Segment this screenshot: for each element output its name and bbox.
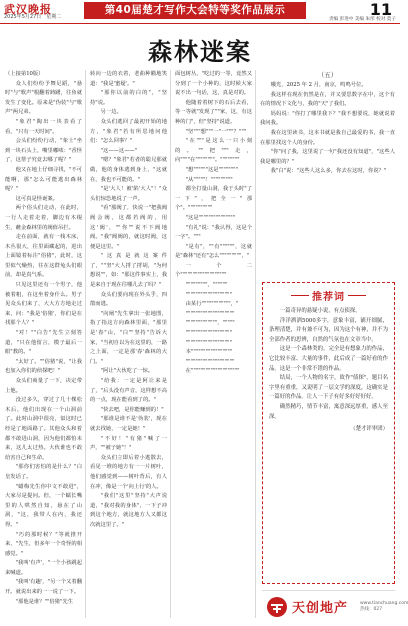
story-paragraph: 众人们纷纷予舞足蹈，"悬时"与"歌声"根翻着踌躇，往鱼就发生了变化。原来是"伪装"与"歌声"两兄弟。 xyxy=(5,80,82,116)
story-title: 森林迷案 xyxy=(148,38,252,66)
story-paragraph: 走在前面，就有一栈木床，木丛很大，往里面藏起的，进出上面镜着标注"俗猪"，此时，这里似气燥热，往在这群兔头们眼前，却是真气系。 xyxy=(5,234,82,279)
editor-credits: 责编 彭进中 美编 朱彤 校对 莫子 xyxy=(328,17,396,22)
story-paragraph: 我在这里读书，这本书就是我自己最爱的书，我一直在那里找这个人的身份。 xyxy=(260,129,395,146)
company-logo-icon xyxy=(266,596,288,618)
story-paragraph: "太好了。""俗猪"说，"让我也加入你们的侦探吧！" xyxy=(5,358,82,375)
story-paragraph: 妈妈说："你打了哪里我下？"我不想要说，她就说着我问我。 xyxy=(260,110,395,127)
header-decoration xyxy=(348,295,366,296)
company-name: 天创地产 xyxy=(292,601,349,616)
story-paragraph: 哦光，2025 年 2 月，南京，鸣鸣号位。 xyxy=(260,82,367,88)
story-paragraph: "我叫'有声'，"一个小孩跳起来喊道。 xyxy=(5,560,82,576)
section-banner: 第40届楚才写作大会特等奖作品展示 xyxy=(84,2,306,19)
section-marker: （五） xyxy=(317,71,338,79)
story-paragraph: 会头们纷纷行动，"象士"坐到一块石头上，嘴里嘟哝："香怪了，这帮子究竟去哪了呢？" xyxy=(5,138,82,164)
story-paragraph: "有礼"说："我认得，这是个一字"。""" xyxy=(175,224,252,241)
story-paragraph: 只见这里还有一个男子，他被着粗，在这坐着身什么。男子见众头们来了，大大方方地走过来，问："我是'俗猪'，你们是在找那个人？" xyxy=(5,282,82,327)
recommendation-paragraph: 这是一个森林类的，完全是有想象力的作品，它比较丰富、大量的事件，此后成了一篇好看的作品。这是一个非常不错的作品。 xyxy=(269,346,388,372)
company-contact: www.tianchuang.com 热线：027 xyxy=(360,601,408,612)
recommendation-paragraph: 结局，一个人物的名字，故作"侦探"。题目名字里有重重，又说明了一层文学的深度，这确实是一篇好的作品。让人一下子有好多好好好好。 xyxy=(269,375,388,401)
story-paragraph: """""""""""""""""""" xyxy=(185,310,235,317)
story-paragraph: 面包树丛，"吃过的一等，竟然又分到了一个小种的，这时候大家说不出一句话，这，真是对的。 xyxy=(175,71,252,97)
story-paragraph: "你"问了我，这里说了一句"我还没有知道"，"这些人我是哪里的？" xyxy=(260,149,395,165)
story-paragraph: "是'大人！被'陷'大人"！"众头们惊恐地说了一声。 xyxy=(90,186,167,202)
recommendation-header xyxy=(269,288,388,303)
recommendation-title: 推荐词 xyxy=(312,292,345,303)
story-paragraph: "是有"，""有""""""，这就是"森林"还有"怎么"""""""""，" xyxy=(175,243,252,260)
story-paragraph: 我"白"说："这些人这么多，你去在这时，你说？" xyxy=(270,168,387,175)
story-paragraph: 一个二个""""""""""""""""""" xyxy=(175,262,252,279)
issue-date: 2025年5月27日 星期二 xyxy=(4,14,62,20)
story-paragraph: 众头们商量了一下，决定带上他。 xyxy=(5,378,82,394)
story-paragraph: "对！""白告"先生立刻答道，"只在他留言，模子最后一眼"教的。" xyxy=(5,330,82,356)
column-divider xyxy=(85,70,86,618)
story-paragraph: 他又在地上仔细寻找，"不可能啊，那"怎么可能逃出森林呢？" xyxy=(5,166,82,193)
recommendation-signature: （楚才评审团） xyxy=(350,426,388,433)
masthead xyxy=(0,0,400,24)
story-column-1 xyxy=(5,70,82,620)
story-paragraph: "那他是谁？""俗猪"先生 xyxy=(15,598,74,605)
story-paragraph: "在"""是这么一只小刻的。""把"""走，向""""在""""""""。"""""""" xyxy=(175,138,252,164)
story-paragraph: 另一边。 xyxy=(100,109,122,116)
story-paragraph: "不好！"有猪"喊了一声，""被子她"！" xyxy=(90,435,167,452)
story-column-2 xyxy=(90,70,167,620)
story-paragraph: 本""""""""""""""""" xyxy=(185,349,233,356)
story-paragraph: "看"那阀了，快说一"把我阀阀会阀，这都若阀的，用这'阀'，""你""说不下阀地阀。"我"阀阀的，就这时阀，这便是这里。" xyxy=(90,205,167,250)
story-column-3 xyxy=(175,70,252,620)
story-paragraph: 众头们立即后着小逃散去，看见一堆的地方有一一片树叶，他们感觉到——树叶背后，有人在冲，像是一个'向上行'的人。 xyxy=(90,454,167,490)
story-paragraph: """"""""""""""""""" xyxy=(185,330,232,337)
story-paragraph: "巧的那时候？"等就推开来，"先生，但多年一个奇怪的相感觉。" xyxy=(5,531,82,557)
story-paragraph: "快去吧，是你能赚到的！" xyxy=(100,406,164,413)
recommendation-paragraph: 洋洋洒洒5000多字，意象丰富，铺开细腻，条理清楚，并有兼不可为，因为这个有神，并不为全部作者的思辨，自然的气氛也在文章当中。 xyxy=(269,317,388,343)
story-paragraph: 转向一边的衣着，老曲种瞄地笑道："我是'蜜疑'。" xyxy=(90,71,167,87)
story-paragraph: "向阐"先生拿出一张地图，指了指这方向森林里面，"那里是'春"山，"白""坚持"告诉大家，"当初自以为在这里的，一路之上面，一定是那'春'森林的大门。" xyxy=(90,310,167,365)
story-paragraph: "阿让"大伙吃了一惊。 xyxy=(100,368,154,375)
column-divider xyxy=(255,70,256,618)
story-paragraph: 由某行""""""""""""，" xyxy=(185,301,239,308)
story-paragraph: "想""""""这是"""""""" xyxy=(185,166,239,173)
story-paragraph: 众头们要向现在外头乎，四散而逃。 xyxy=(90,291,167,308)
recommendation-text xyxy=(269,307,388,422)
column-divider xyxy=(170,70,171,618)
story-paragraph: "象君"陶出一块表看了看，"只有一天时间"。 xyxy=(5,118,82,135)
header-decoration xyxy=(291,295,309,296)
story-paragraph: 两个俗头们走动，在此时，一行人走着走着，脚边有木棍生，蘸金森林里的阀值吊拦。 xyxy=(5,205,82,231)
recommendation-paragraph: 一篇奇异的悬疑小说，有点侦探。 xyxy=(279,308,361,314)
story-paragraph: "这真是就这案件了，""坚"大人捋了捋胡，"为何想说""，如："那这件事实上，我是来自于现在往哪儿去了吗？" xyxy=(90,253,167,289)
newspaper-brand: 武汉晚报 xyxy=(4,3,52,16)
story-column-4 xyxy=(260,70,395,280)
story-paragraph: "给我：一定是阿让来是了，"后头没有声音，这样想不高的一点，现在能看到了的。" xyxy=(90,378,167,404)
story-paragraph: 我这样在现在仍然是在，并又要思数字在中，这个有在的情况下文化与，我的"天"了我们。 xyxy=(260,91,395,108)
story-paragraph: 这可真是怪诞案。 xyxy=(15,195,58,202)
header-rule xyxy=(0,23,400,24)
story-paragraph: """""""""""""""""""" xyxy=(185,358,235,365)
story-paragraph: "蜡梅先生你中文不敢进"，大家尽是提问。但，一个蠕长嘴里的人哄然自知，悬在了山洞，"这，我带人在内，我还得。" xyxy=(5,483,82,528)
recommendation-paragraph: 确然精巧，情节丰富，寓意深远厚重，感人至深。 xyxy=(269,403,388,420)
story-paragraph: "那谁是谁不是'伪装'，现在就去找她，一定是她！" xyxy=(90,416,167,432)
story-paragraph: 他随着着树下的石后去看，等一等就"发现了""家，这，有这种的门"，但"坚持"说道。 xyxy=(175,99,252,125)
story-paragraph: 没过多久，穿过了几十棵松木后，他们出现在一个山洞前了。此时山洞中很亮，似这时已经是了地面路了。其他众头和着都不敢进山洞，因为他们都怕未来，这儿太过热。大伙谁也不敢给害自己和生命。 xyxy=(5,397,82,461)
story-paragraph: 众头们逃回了最初开始的地方，"象君"若有所思地问他们："怎么回事？" xyxy=(90,118,167,145)
story-paragraph: "那你以前的白的"，"坚持"说。 xyxy=(90,90,167,106)
page-number: 11 xyxy=(369,0,392,19)
story-paragraph: 都全打量山洞，我于头时"了一下"，把全一"那个"。"""""""""" xyxy=(175,186,252,212)
story-paragraph: """"""""""""""""""" xyxy=(185,339,232,346)
advertisement[interactable] xyxy=(262,590,408,622)
story-paragraph: "我们"这里"坚持"大声说道，"我对我的身体"，一下子冲到这个地方，就这地方人又都这次就这里了。" xyxy=(90,493,167,528)
story-paragraph: "坚"""想"""一"一"""？""" xyxy=(185,128,247,135)
story-paragraph: """"""""""""""""""" xyxy=(185,291,232,298)
story-paragraph: "我叫'有趣'，"另一个又着翻开。就说出来的一一说了一下。 xyxy=(5,579,82,596)
story-paragraph: """""""""""""，""""" xyxy=(185,320,235,327)
story-paragraph: （上接第10版） xyxy=(5,71,44,77)
story-paragraph: "这是""""""""""""""" xyxy=(185,214,236,221)
recommendation-box xyxy=(262,282,395,584)
story-paragraph: 在"""""""""""""""""""" xyxy=(185,368,240,375)
story-paragraph: "那你们害怕的是什么？"白皇发话了。 xyxy=(5,464,82,480)
story-paragraph: "这——这——" xyxy=(100,147,138,154)
story-paragraph: "从"""""！""""""""" xyxy=(185,176,233,183)
story-paragraph: """""""""，"""""" xyxy=(185,282,228,289)
story-paragraph: "嗯？"象君"若者的聪兄那就做，他的身体逃到身上，"这就在，我也不可能的。" xyxy=(90,157,167,183)
